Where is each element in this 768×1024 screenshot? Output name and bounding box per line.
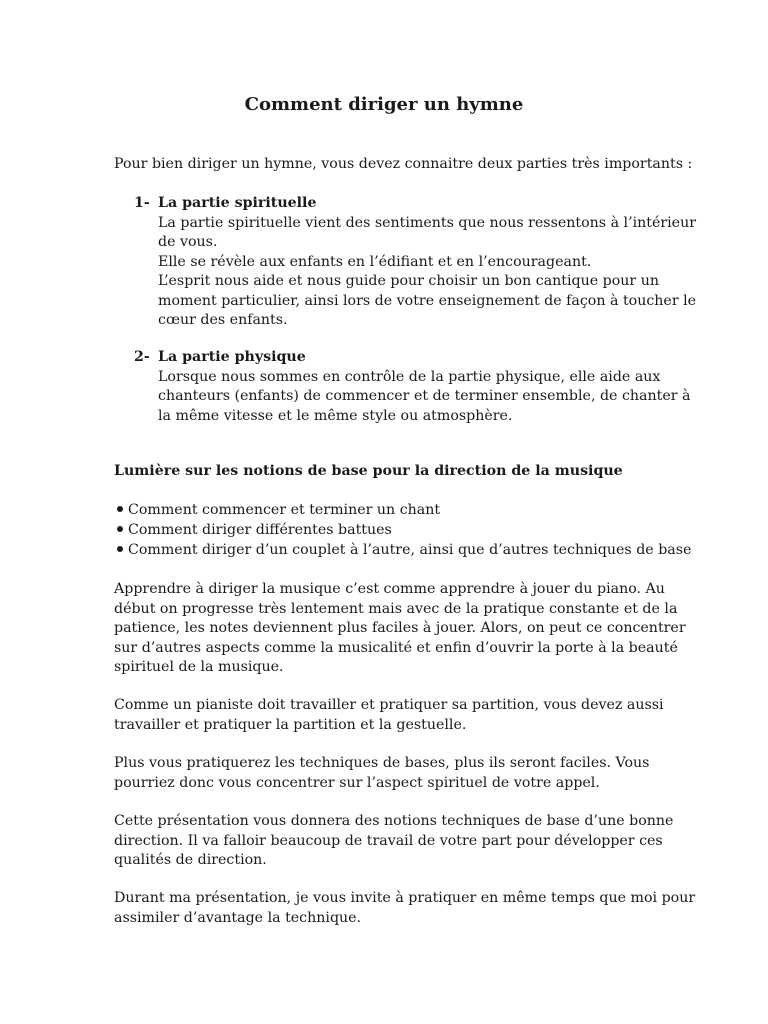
item-text-line: la même vitesse et le même style ou atmosphère.: [158, 407, 513, 424]
bullet-icon: [117, 526, 123, 532]
bullet-item: [114, 540, 691, 560]
paragraph-invitation: [114, 889, 695, 928]
item-text-line: Lorsque nous sommes en contrôle de la partie physique, elle aide aux: [158, 368, 661, 385]
item-text-line: La partie spirituelle vient des sentiments que nous ressentons à l’intérieur: [158, 214, 696, 231]
item-text-line: de vous.: [158, 234, 218, 250]
item-text-line: Elle se révèle aux enfants en l’édifiant et en l’encourageant.: [158, 253, 592, 270]
paragraph-line: spirituel de la musique.: [114, 659, 284, 675]
paragraph-presentation: [114, 812, 673, 871]
document-title: Comment diriger un hymne: [244, 94, 524, 115]
item-number: 1-: [134, 195, 150, 211]
paragraph-line: sur d’autres aspects comme la musicalité et enfin d’ouvrir la porte à la beauté: [114, 639, 678, 656]
intro-text: Pour bien diriger un hymne, vous devez connaitre deux parties très importants :: [114, 156, 693, 172]
paragraph-line: travailler et pratiquer la partition et la gestuelle.: [114, 716, 467, 733]
paragraph-practice: [114, 754, 649, 793]
item-text-line: chanteurs (enfants) de commencer et de terminer ensemble, de chanter à: [158, 388, 691, 404]
bullet-icon: [117, 546, 123, 552]
paragraph-pianist: [114, 696, 664, 735]
section-heading: Lumière sur les notions de base pour la direction de la musique: [114, 463, 623, 479]
paragraph-line: Apprendre à diriger la musique c’est comme apprendre à jouer du piano. Au: [114, 581, 665, 597]
item-text-line: moment particulier, ainsi lors de votre enseignement de façon à toucher le: [158, 292, 697, 309]
item-heading: La partie spirituelle: [158, 195, 317, 211]
paragraph-line: qualités de direction.: [114, 852, 267, 868]
paragraph-line: Comme un pianiste doit travailler et pratiquer sa partition, vous devez aussi: [114, 697, 664, 713]
paragraph-line: assimiler d’avantage la technique.: [114, 909, 362, 926]
paragraph-line: Durant ma présentation, je vous invite à pratiquer en même temps que moi pour: [114, 890, 696, 906]
paragraph-piano: [114, 580, 686, 678]
paragraph-line: Plus vous pratiquerez les techniques de bases, plus ils seront faciles. Vous: [114, 755, 650, 771]
paragraph-line: début on progresse très lentement mais avec de la pratique constante et de la: [114, 600, 678, 617]
bullet-text: Comment commencer et terminer un chant: [128, 502, 441, 518]
item-number: 2-: [134, 349, 150, 365]
numbered-item-physical: [114, 348, 691, 426]
bullet-item: [114, 520, 691, 540]
paragraph-line: direction. Il va falloir beaucoup de travail de votre part pour développer ces: [114, 832, 663, 849]
bullet-list: [114, 500, 691, 560]
bullet-text: Comment diriger d’un couplet à l’autre, ainsi que d’autres techniques de base: [128, 542, 692, 558]
paragraph-line: Cette présentation vous donnera des notions techniques de base d’une bonne: [114, 813, 674, 829]
bullet-icon: [117, 506, 123, 512]
bullet-text: Comment diriger différentes battues: [128, 522, 392, 538]
paragraph-line: pourriez donc vous concentrer sur l’aspect spirituel de votre appel.: [114, 774, 600, 791]
item-heading: La partie physique: [158, 349, 306, 365]
bullet-item: [114, 500, 691, 520]
numbered-item-spiritual: [114, 194, 697, 331]
item-text-line: cœur des enfants.: [158, 312, 288, 328]
paragraph-line: patience, les notes deviennent plus faciles à jouer. Alors, on peut ce concentrer: [114, 620, 686, 636]
item-text-line: L’esprit nous aide et nous guide pour choisir un bon cantique pour un: [158, 273, 659, 289]
